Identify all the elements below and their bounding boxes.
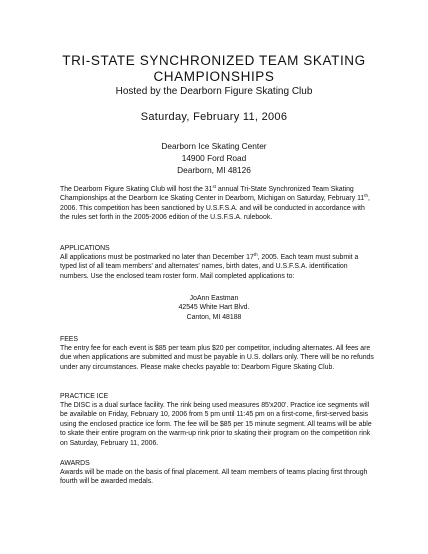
event-date: Saturday, February 11, 2006 [140, 111, 288, 123]
mailing-address [140, 294, 288, 322]
address-name: JoAnn Eastman [189, 295, 239, 302]
applications-text-1: All applications must be postmarked no later than December 17 [60, 254, 254, 261]
applications-text-2: , 2005. Each team must submit a typed list of all team members' and alternates' names, birth dates, and U.S.F.S.A. identification numbers. Use the enclosed team roster form. Mail completed applications to: [60, 254, 359, 280]
hosted-by-line: Hosted by the Dearborn Figure Skating Club [115, 86, 313, 97]
practice-ice-paragraph: The DISC is a dual surface facility. The rink being used measures 85'x200'. Practice ice segments will be available on Friday, February 10, 2006 from 5 pm until 11:45 pm on a first-come, first-served basis using the enclosed practice ice form. The fee will be $85 per 15 minute segment. All teams will be able to skate their entire program on the warm-up rink prior to skating their program on the competition rink on Saturday, February 11, 2006. [60, 402, 372, 447]
document-title-line2: CHAMPIONSHIPS [153, 69, 275, 84]
venue-name: Dearborn Ice Skating Center [161, 141, 267, 151]
fees-paragraph: The entry fee for each event is $85 per team plus $20 per competitor, including alternates. All fees are due when applications are submitted and must be payable in U.S. dollars only. There will be no refunds under any circumstances. Please make checks payable to: Dearborn Figure Skating Club. [60, 345, 374, 371]
practice-ice-heading: PRACTICE ICE [60, 393, 109, 400]
fees-heading: FEES [60, 336, 78, 343]
awards-heading: AWARDS [60, 460, 90, 467]
venue-block [100, 140, 328, 176]
applications-sup: th [253, 252, 258, 257]
venue-street: 14900 Ford Road [181, 153, 247, 163]
intro-paragraph [60, 185, 376, 223]
address-city: Canton, MI 48188 [186, 313, 242, 321]
document-title-line1: TRI-STATE SYNCHRONIZED TEAM SKATING [62, 53, 366, 68]
awards-paragraph: Awards will be made on the basis of final placement. All team members of teams placing first through fourth will be awarded medals. [60, 469, 368, 486]
intro-text-2: annual Tri-State Synchronized Team Skating Championships at the Dearborn Ice Skating Center in Dearborn, Michigan on Saturday, February 11 [60, 186, 365, 203]
venue-city: Dearborn, MI 48126 [177, 165, 251, 175]
intro-sup-1: st [212, 184, 216, 189]
intro-sup-2: th [364, 193, 369, 199]
address-street: 42545 White Hart Blvd. [178, 304, 250, 312]
applications-paragraph [60, 253, 376, 281]
applications-heading: APPLICATIONS [60, 245, 110, 252]
intro-text-3: , 2006. This competition has been sanctioned by U.S.F.S.A. and will be conducted in accordance with the rules set forth in the 2005-2006 edition of the U.S.F.S.A. rulebook. [60, 195, 370, 222]
intro-text-1: The Dearborn Figure Skating Club will host the 31 [60, 186, 213, 193]
